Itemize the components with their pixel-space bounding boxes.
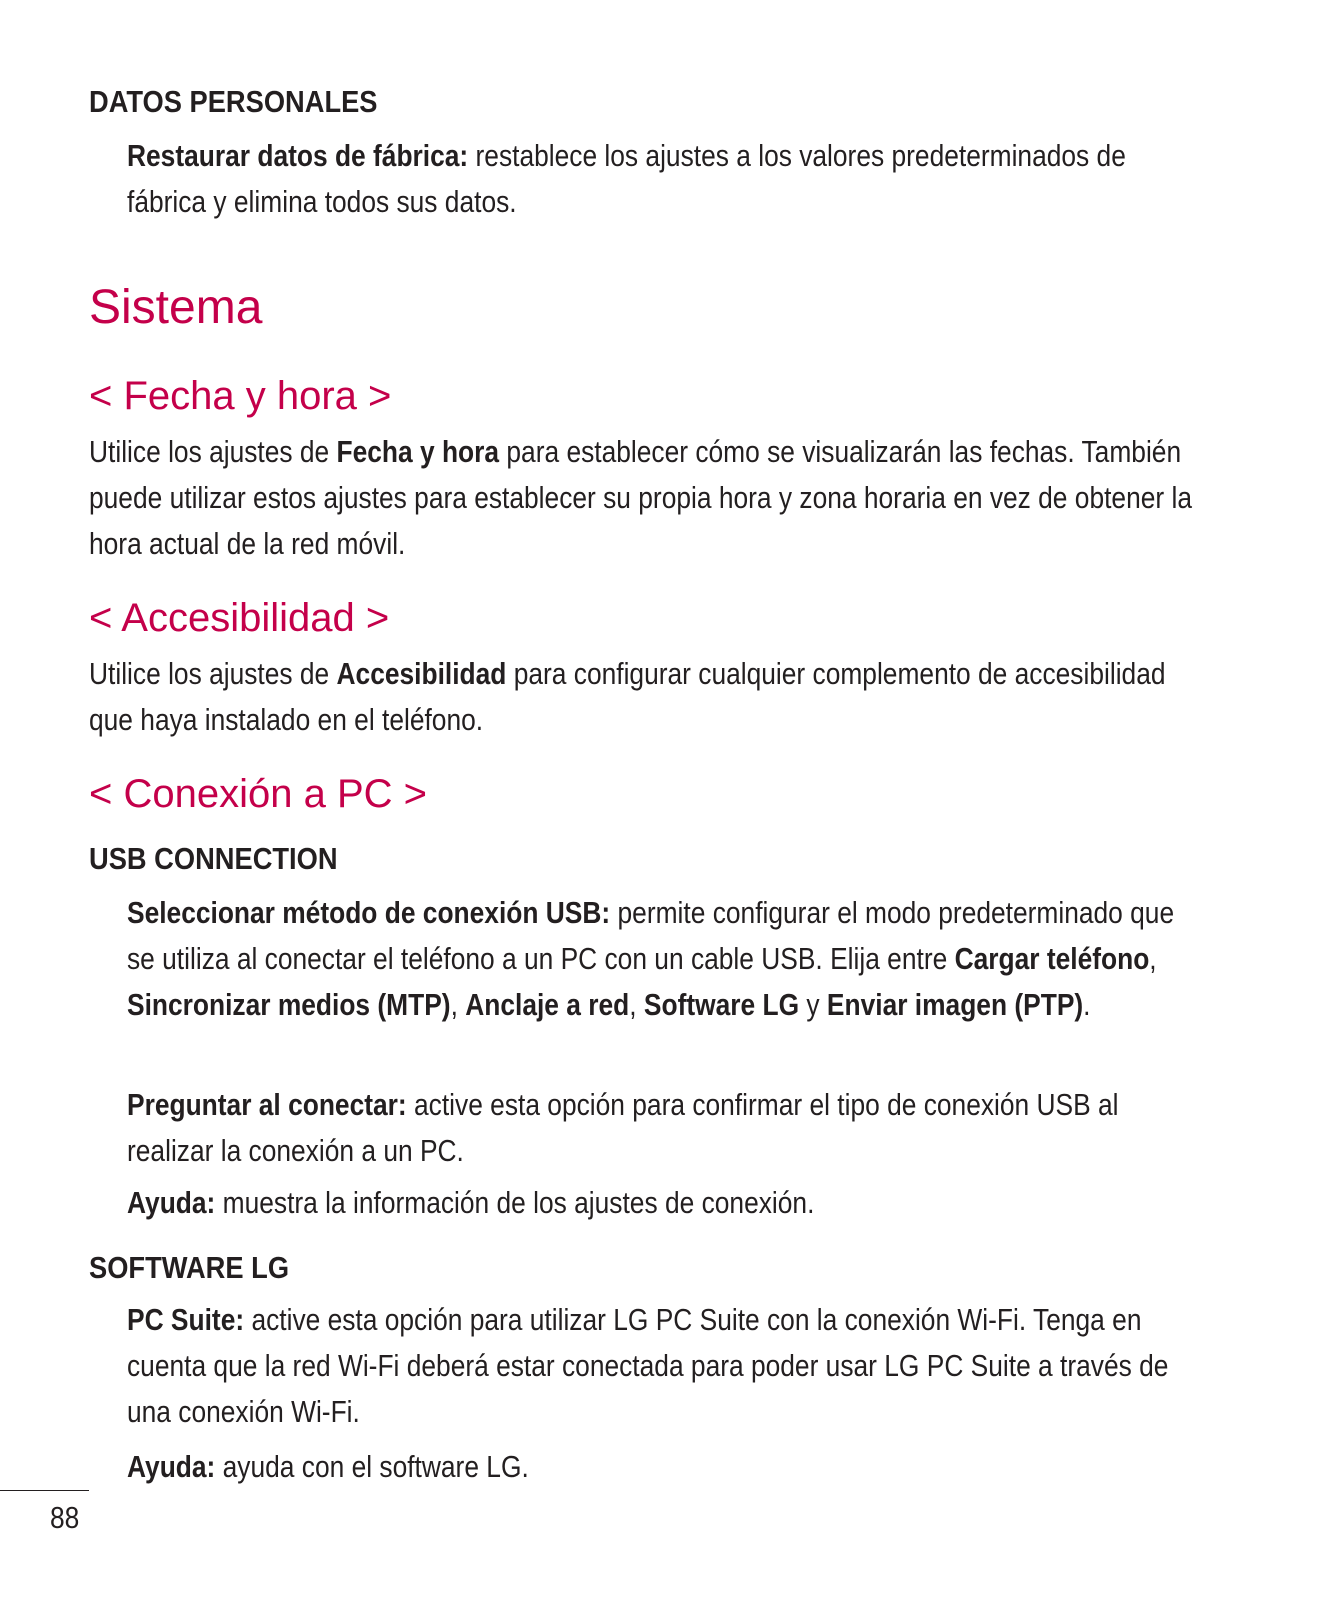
usb-method-text: permite configurar el modo predeterminado que se utiliza al conectar el teléfono a un PC con un cable USB. Elija entre — [127, 895, 1175, 976]
ayuda-item — [127, 1180, 1202, 1226]
period: . — [1083, 987, 1091, 1022]
accesibilidad-paragraph — [89, 651, 1211, 743]
option-cargar-telefono: Cargar teléfono — [954, 941, 1150, 976]
section-heading-usb-connection: USB CONNECTION — [89, 841, 338, 876]
preguntar-item — [127, 1082, 1202, 1174]
fecha-hora-paragraph — [89, 429, 1211, 567]
separator: , — [450, 987, 466, 1022]
accesibilidad-pre: Utilice los ajustes de — [89, 656, 337, 691]
preguntar-term: Preguntar al conectar: — [127, 1087, 407, 1122]
restaurar-datos-item — [127, 133, 1202, 225]
separator: y — [799, 987, 827, 1022]
pc-suite-term: PC Suite: — [127, 1302, 245, 1337]
section-heading-datos-personales: DATOS PERSONALES — [89, 84, 378, 119]
separator: , — [1149, 941, 1157, 976]
ayuda-term: Ayuda: — [127, 1185, 216, 1220]
pc-suite-item — [127, 1297, 1202, 1435]
page-title: Sistema — [89, 281, 263, 334]
subheading-accesibilidad: < Accesibilidad > — [89, 596, 390, 640]
ayuda-software-item — [127, 1444, 1202, 1490]
option-enviar-imagen: Enviar imagen (PTP) — [826, 987, 1084, 1022]
usb-method-term: Seleccionar método de conexión USB: — [127, 895, 611, 930]
ayuda-software-term: Ayuda: — [127, 1449, 216, 1484]
section-heading-software-lg: SOFTWARE LG — [89, 1250, 290, 1285]
pc-suite-text: active esta opción para utilizar LG PC Suite con la conexión Wi-Fi. Tenga en cuenta que la red Wi-Fi deberá estar conectada para poder usar LG PC Suite a través de una conexión Wi-Fi. — [127, 1302, 1169, 1429]
option-software-lg: Software LG — [643, 987, 800, 1022]
option-anclaje-red: Anclaje a red — [465, 987, 630, 1022]
separator: , — [629, 987, 644, 1022]
restaurar-text: restablece los ajustes a los valores predeterminados de fábrica y elimina todos sus datos. — [127, 138, 1126, 219]
ayuda-text: muestra la información de los ajustes de conexión. — [215, 1185, 815, 1220]
ayuda-software-text: ayuda con el software LG. — [215, 1449, 529, 1484]
fecha-bold: Fecha y hora — [336, 434, 500, 469]
fecha-pre: Utilice los ajustes de — [89, 434, 337, 469]
subheading-conexion-pc: < Conexión a PC > — [89, 772, 427, 816]
page-number: 88 — [50, 1500, 80, 1535]
fecha-post: para establecer cómo se visualizarán las fechas. También puede utilizar estos ajustes para establecer su propia hora y zona horaria en vez de obtener la hora actual de la red móvil. — [89, 434, 1192, 561]
restaurar-term: Restaurar datos de fábrica: — [127, 138, 469, 173]
option-sincronizar-medios: Sincronizar medios (MTP) — [127, 987, 451, 1022]
accesibilidad-post: para configurar cualquier complemento de accesibilidad que haya instalado en el teléfono. — [89, 656, 1166, 737]
preguntar-text: active esta opción para confirmar el tipo de conexión USB al realizar la conexión a un PC. — [127, 1087, 1119, 1168]
subheading-fecha-hora: < Fecha y hora > — [89, 374, 392, 418]
footer-rule — [0, 1490, 89, 1491]
usb-method-item — [127, 890, 1202, 1028]
accesibilidad-bold: Accesibilidad — [336, 656, 507, 691]
